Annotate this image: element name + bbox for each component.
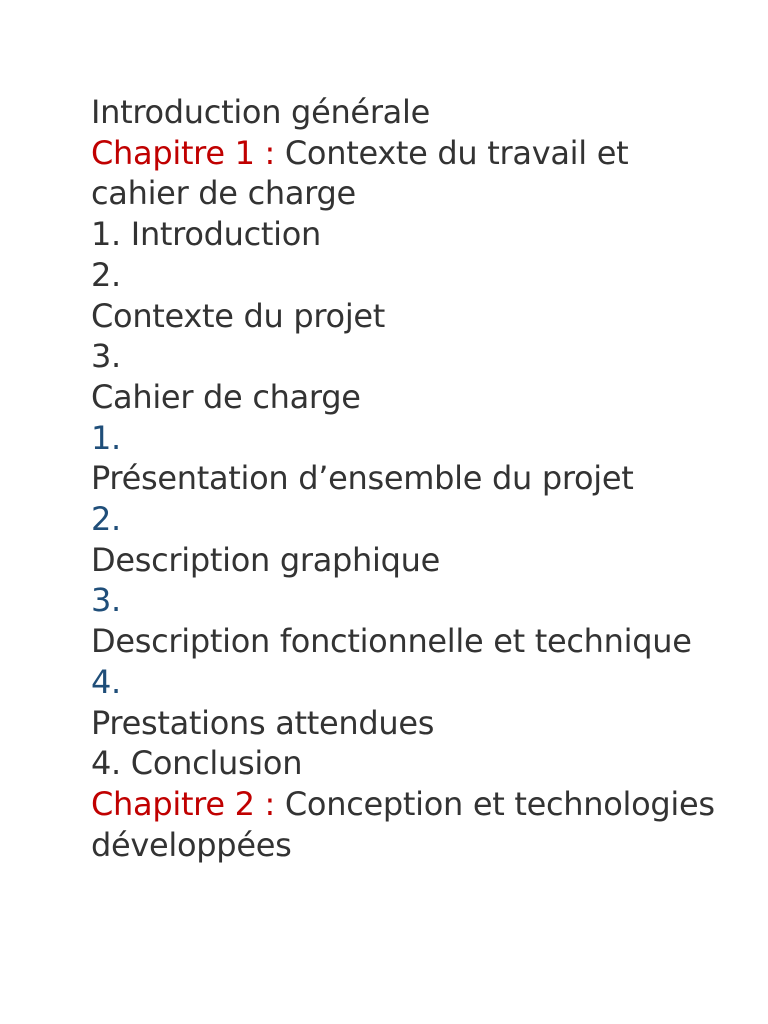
subitem-title-functional-description: Description fonctionnelle et technique [91, 622, 692, 661]
subitem-title-overview: Présentation d’ensemble du projet [91, 459, 634, 498]
subitem-title-graphic-description: Description graphique [91, 540, 440, 579]
toc-item-introduction: 1. Introduction [91, 215, 321, 254]
toc-item-requirements: Cahier de charge [91, 377, 361, 416]
subitem-number-2: 2. [91, 500, 121, 539]
chapter-2-title: Conception et technologies développées [91, 784, 715, 864]
toc-item-conclusion: 4. Conclusion [91, 744, 303, 783]
toc-item-number-3: 3. [91, 337, 121, 376]
subitem-title-expected-services: Prestations attendues [91, 703, 435, 742]
chapter-1-title: Contexte du travail et cahier de charge [91, 133, 629, 213]
subitem-number-1: 1. [91, 418, 121, 457]
subitem-number-4: 4. [91, 662, 121, 701]
subitem-number-3: 3. [91, 581, 121, 620]
general-introduction: Introduction générale [91, 93, 430, 131]
chapter-1-heading [91, 133, 731, 214]
chapter-2-heading [91, 784, 731, 865]
table-of-contents [91, 92, 731, 865]
toc-item-number-2: 2. [91, 255, 121, 294]
chapter-1-label: Chapitre 1 : [91, 133, 276, 172]
chapter-2-label: Chapitre 2 : [91, 784, 276, 823]
toc-item-project-context: Contexte du projet [91, 296, 386, 335]
